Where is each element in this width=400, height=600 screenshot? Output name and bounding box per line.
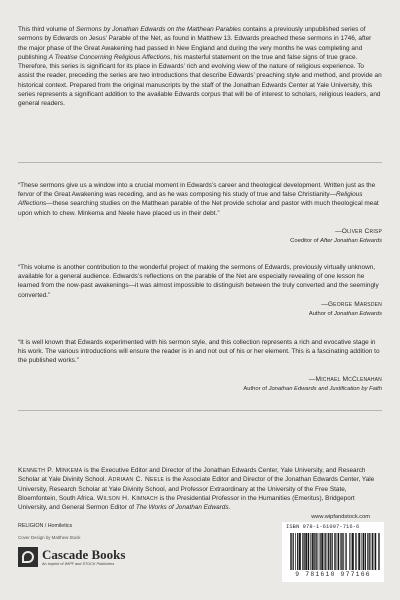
endorser-name: Michael McClenahan — [315, 376, 382, 383]
publisher-logo — [18, 546, 133, 568]
isbn-number: ISBN 978-1-61097-716-6 — [286, 524, 360, 530]
endorsement-quote-mcclenahan: “It is well known that Edwards experimented with his sermon style, and this collection represents a rich and evocative stage in his work. The various introductions will ensure the reader is in and not out of his or her element. This is a fascinating addition to the published works.” — [18, 339, 380, 365]
endorser-name: George Marsden — [327, 301, 382, 308]
endorser-name: Oliver Crisp — [341, 228, 382, 235]
barcode-digits: 9 781610 977166 — [295, 571, 371, 578]
section-divider — [18, 410, 382, 411]
publisher-logo-icon — [18, 547, 38, 567]
author-bios: Kenneth P. Minkema is the Executive Editor and Director of the Jonathan Edwards Center, Yale University, and Research Scholar at Yale Divinity School. Adriaan C. Neele is the Associate Editor and Director of the Jonathan Edwards Center, Yale University, Research Scholar at Yale Divinity School, and Professor Extraordinary at the University of the Free State, Bloemfontein, South Africa. Wilson H. Kimnach is the Presidential Professor in the Humanities (Emeritus), Bridgeport University, and General Sermon Editor of The Works of Jonathan Edwards. — [18, 467, 375, 512]
description-treatise-title: A Treatise Concerning Religious Affections — [48, 53, 171, 61]
author-name: Kenneth P. Minkema — [18, 467, 83, 474]
description-text: , his masterful statement on the true and false signs of true grace. Therefore, this series is significant for its place in Edwards’ rich and evolving view of the nature of religious experience. To assist the reader, preceding the series are two introductions that describe Edwards’ preaching style and method, and provide an historical context. Prepared from the original manuscripts by the staff of the Jonathan Edwards Center at Yale University, this series represents a significant addition to the available Edwards corpus that will be of interest to scholars, religious leaders, and general readers. — [18, 53, 382, 108]
endorsement-quote-marsden: “This volume is another contribution to the wonderful project of making the sermons of Edwards, previously virtually unknown, available for a general audience. Edwards’s reflections on the parable of the Net are especially revealing of one lesson he learned from the now-past awakenings—it was almost impossible to distinguish between the truly converted and the seemingly converted.” — [18, 264, 379, 299]
description-text: contains a previously unpublished series of sermons by Edwards on Jesus’ Parable of the Net, as found in Matthew 13. Edwards preached these sermons in 1746, after the major phase of the Great Awakening had passed in New England and during the very months he was completing and publishing — [18, 26, 372, 61]
publisher-name: Cascade Books — [42, 546, 126, 562]
cover-design-credit: Cover Design by Matthew Stock — [18, 535, 81, 540]
endorsement-quote-crisp: “These sermons give us a window into a crucial moment in Edwards’s career and theological development. Written just as the fervor of the Great Awakening was receding, and as he was composing his study of true and false Christianity—Religious Affections—these searching studies on the Matthean parable of the Net provide scholar and pastor with much theological meat upon which to chew. Minkema and Neele have placed us in their debt.” — [18, 182, 379, 217]
book-description — [18, 25, 382, 109]
endorsement-attribution-marsden: —George Marsden Author of Jonathan Edwards — [162, 301, 382, 318]
author-name: Adriaan C. Neele — [108, 476, 165, 484]
barcode-bars — [290, 533, 380, 570]
endorser-role: Coeditor of After Jonathan Edwards — [290, 237, 382, 244]
author-name: Wilson H. Kimnach — [96, 494, 158, 502]
endorsement-attribution-mcclenahan: —Michael McClenahan Author of Jonathan Edwards and Justification by Faith — [162, 376, 382, 393]
description-series-title: Sermons by Jonathan Edwards on the Matthean Parables — [75, 26, 241, 33]
isbn-barcode — [282, 522, 384, 582]
section-divider — [18, 162, 382, 163]
description-text: This third volume of — [18, 26, 76, 33]
subject-category: RELIGION / Homiletics — [18, 523, 73, 529]
endorsement-attribution-crisp: —Oliver Crisp Coeditor of After Jonathan Edwards — [162, 228, 382, 245]
endorser-role: Author of Jonathan Edwards — [308, 310, 382, 317]
endorser-role: Author of Jonathan Edwards and Justification by Faith — [243, 385, 382, 392]
publisher-website: www.wipfandstock.com — [311, 514, 370, 520]
publisher-tagline: An Imprint of WIPF and STOCK Publishers — [42, 561, 115, 566]
